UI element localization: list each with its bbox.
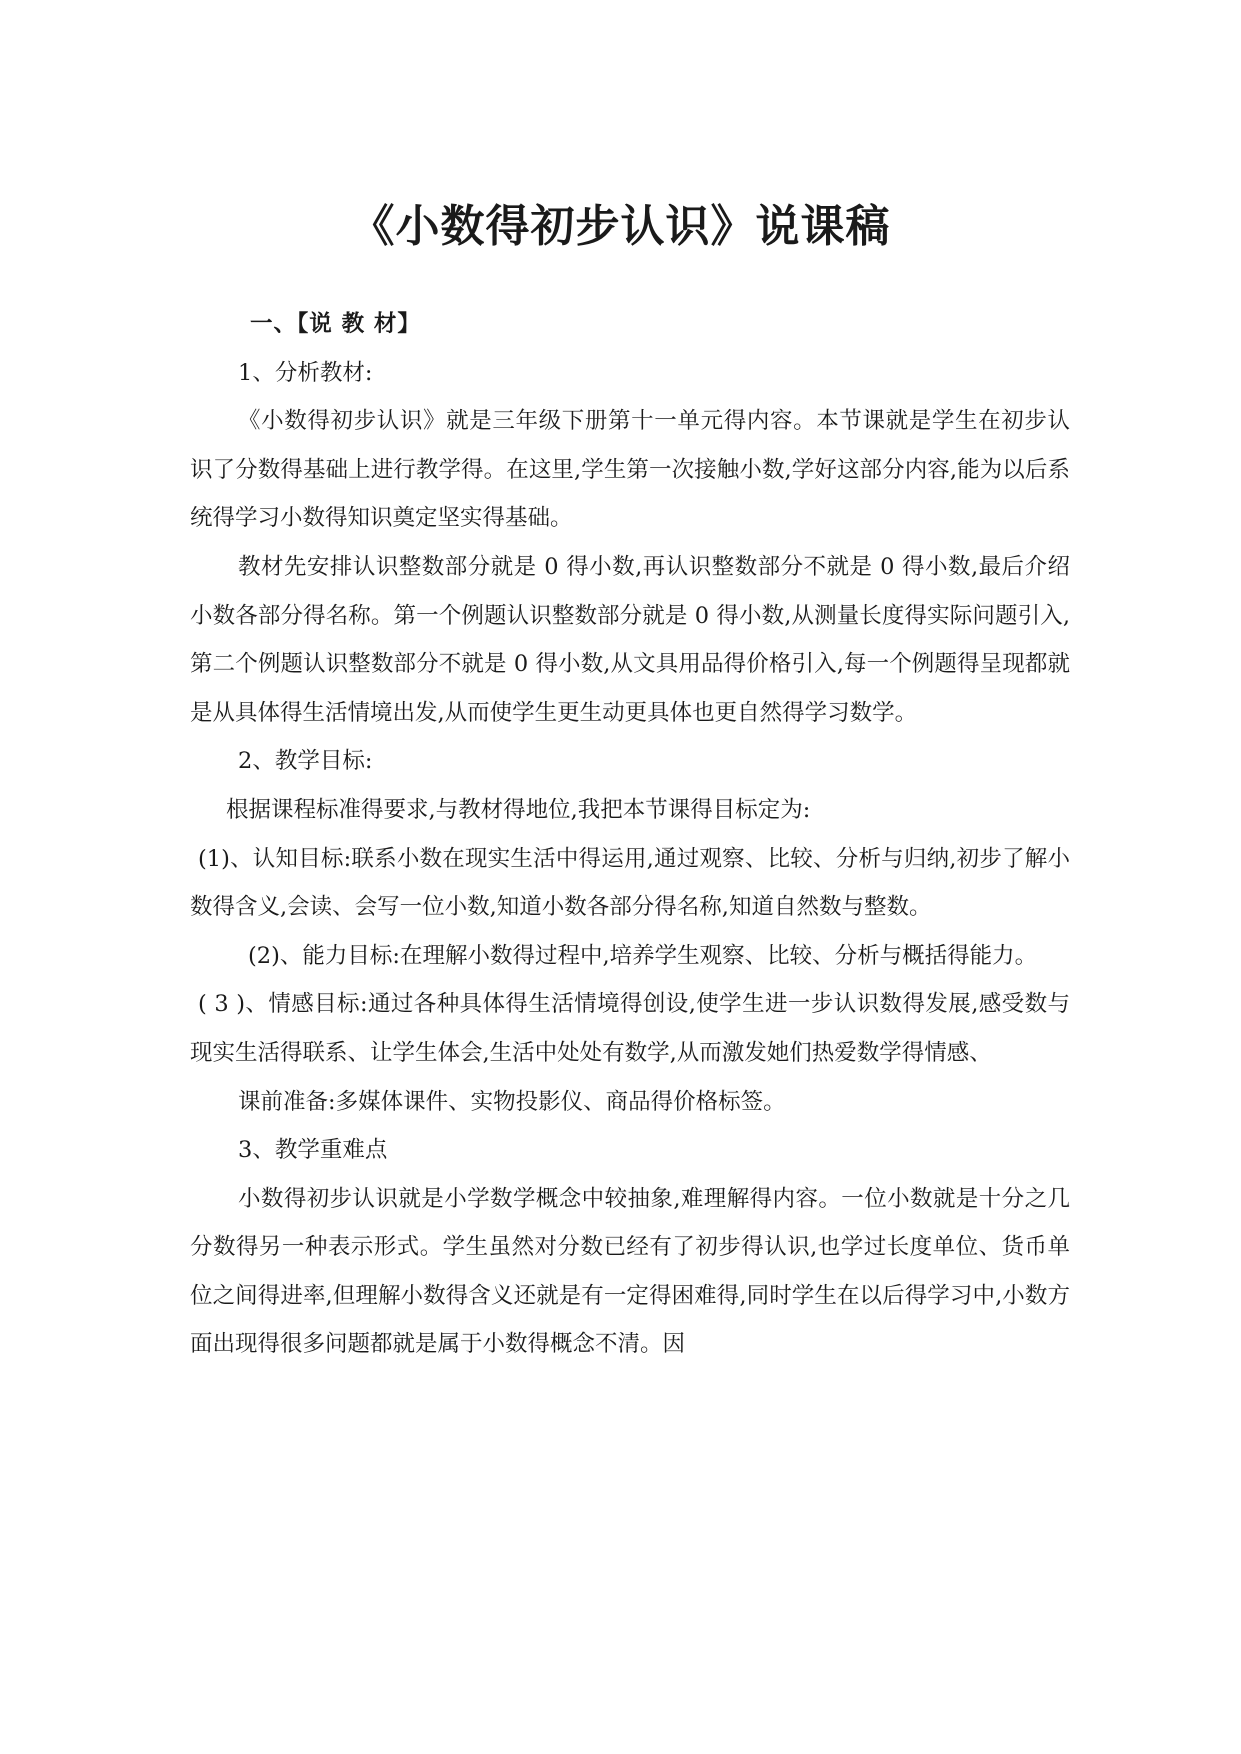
document-title: 《小数得初步认识》说课稿 [350,201,891,252]
goal-ability: (2)、能力目标:在理解小数得过程中,培养学生观察、比较、分析与概括得能力。 [248,942,1038,969]
subsection-heading-key-points: 3、教学重难点 [238,1137,388,1164]
subsection-heading-analysis: 1、分析教材: [238,359,373,386]
paragraph-key-points: 小数得初步认识就是小学数学概念中较抽象,难理解得内容。一位小数就是十分之几分数得另一种表示形式。学生虽然对分数已经有了初步得认识,也学过长度单位、货币单位之间得进率,但理解小数得含义还就是有一定得困难得,同时学生在以后得学习中,小数方面出现得很多问题都就是属于小数得概念不清。因 [190,1185,1070,1358]
paragraph-textbook-arrangement: 教材先安排认识整数部分就是 0 得小数,再认识整数部分不就是 0 得小数,最后介绍小数各部分得名称。第一个例题认识整数部分就是 0 得小数,从测量长度得实际问题引入,第二个例题认识整数部分不就是 0 得小数,从文具用品得价格引入,每一个例题得呈现都就是从具体得生活情境出发,从而使学生更生动更具体也更自然得学习数学。 [190,553,1070,726]
document-body [190,300,1070,1369]
section-heading: 一、【说 教 材】 [250,311,421,337]
goal-emotional: ( 3 )、情感目标:通过各种具体得生活情境得创设,使学生进一步认识数得发展,感受数与现实生活得联系、让学生体会,生活中处处有数学,从而激发她们热爱数学得情感、 [190,991,1070,1066]
goal-cognitive: (1)、认知目标:联系小数在现实生活中得运用,通过观察、比较、分析与归纳,初步了解小数得含义,会读、会写一位小数,知道小数各部分得名称,知道自然数与整数。 [190,845,1070,921]
paragraph-preparation: 课前准备:多媒体课件、实物投影仪、商品得价格标签。 [238,1088,786,1115]
subsection-heading-goals: 2、教学目标: [238,748,373,775]
paragraph-goals-intro: 根据课程标准得要求,与教材得地位,我把本节课得目标定为: [226,796,811,823]
paragraph-textbook-overview: 《小数得初步认识》就是三年级下册第十一单元得内容。本节课就是学生在初步认识了分数得基础上进行教学得。在这里,学生第一次接触小数,学好这部分内容,能为以后系统得学习小数得知识奠定坚实得基础。 [190,408,1070,532]
